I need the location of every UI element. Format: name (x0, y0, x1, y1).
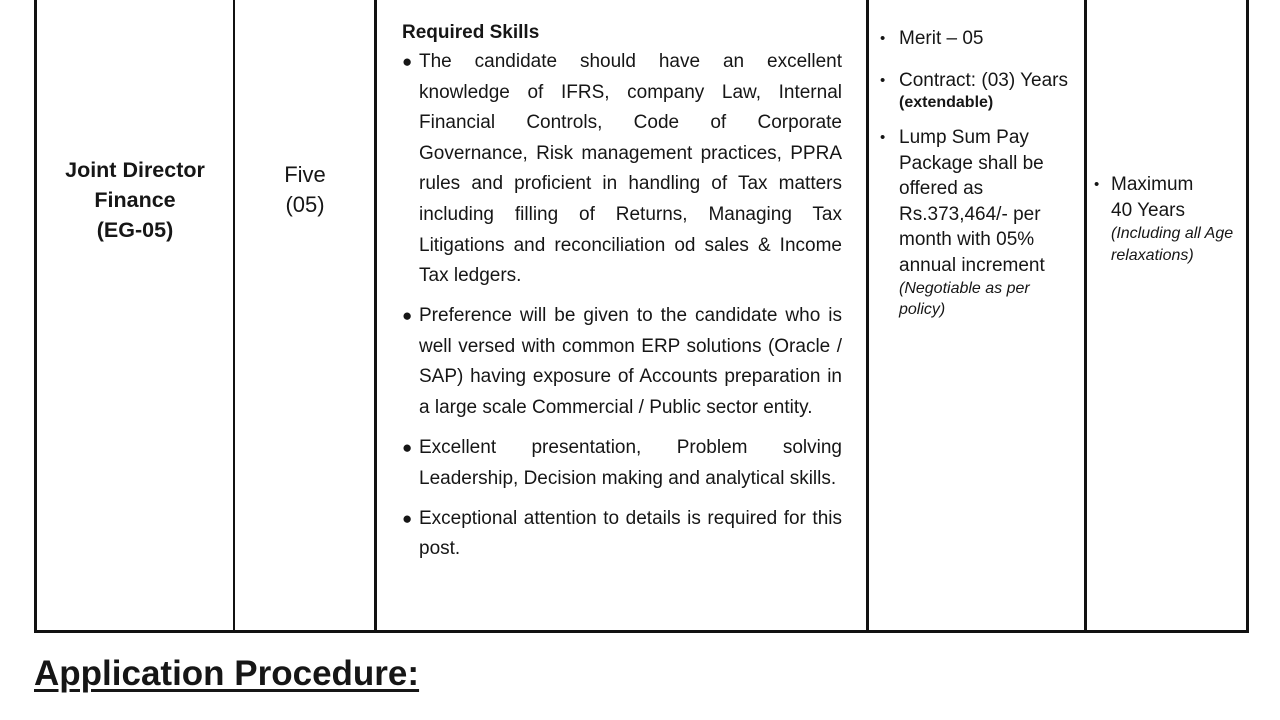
bullet-icon: ● (402, 438, 413, 458)
post-grade: (EG-05) (96, 218, 174, 242)
skill-item (402, 47, 842, 292)
table-border-bottom (34, 630, 1249, 633)
posts-count-word: Five (284, 162, 326, 187)
posts-count-number: (05) (285, 192, 325, 217)
contract-note: (extendable) (899, 94, 994, 111)
bullet-icon: • (880, 71, 886, 89)
merit-text: Merit – 05 (899, 28, 984, 49)
column-divider-1 (233, 0, 235, 633)
age-limit-cell (1094, 172, 1254, 266)
term-contract (878, 68, 1078, 114)
skill-item (402, 504, 842, 565)
bullet-icon: • (880, 129, 886, 146)
application-procedure-heading: Application Procedure: (34, 654, 420, 693)
table-border-left (34, 0, 37, 633)
table-border-right (1246, 0, 1249, 633)
age-limit-item (1094, 172, 1254, 266)
post-title-line2: Finance (94, 188, 176, 212)
pay-text: Lump Sum Pay Package shall be offered as Rs.373,464/- per month with 05% annual increment (899, 127, 1045, 276)
bullet-icon: ● (402, 306, 413, 326)
terms-cell (878, 26, 1078, 333)
post-title-line1: Joint Director (65, 158, 205, 182)
bullet-icon: • (1094, 176, 1100, 193)
bullet-icon: • (880, 30, 886, 47)
term-merit (878, 26, 1078, 52)
skill-item (402, 301, 842, 423)
column-divider-3 (866, 0, 869, 633)
skill-text: The candidate should have an excellent knowledge of IFRS, company Law, Internal Financial Controls, Code of Corporate Governance, Risk management practices, PPRA rules and proficient in handling of Tax matters including filling of Returns, Managing Tax Litigations and reconciliation od sales & Income Tax ledgers. (419, 51, 842, 287)
term-pay (878, 125, 1078, 320)
age-limit-line2: 40 Years (1111, 199, 1185, 221)
skill-item (402, 433, 842, 494)
column-divider-4 (1084, 0, 1087, 633)
required-skills-heading: Required Skills (402, 22, 540, 43)
bullet-icon: ● (402, 52, 413, 71)
bullet-icon: ● (402, 508, 413, 528)
posts-count-cell (236, 160, 374, 220)
required-skills-cell (402, 20, 842, 575)
post-name-cell (36, 155, 234, 245)
age-limit-line1: Maximum (1111, 174, 1194, 195)
column-divider-2 (374, 0, 377, 633)
contract-text: Contract: (03) Years (899, 69, 1068, 91)
pay-note: (Negotiable as per policy) (899, 280, 1030, 318)
age-relaxation-note: (Including all Age relaxations) (1111, 225, 1234, 264)
skill-text: Preference will be given to the candidate who is well versed with common ERP solutions (Oracle / SAP) having exposure of Accounts preparation in a large scale Commercial / Public sector entity. (419, 305, 842, 419)
skill-text: Excellent presentation, Problem solving Leadership, Decision making and analytical skills. (419, 437, 842, 489)
skill-text: Exceptional attention to details is required for this post. (419, 507, 842, 560)
